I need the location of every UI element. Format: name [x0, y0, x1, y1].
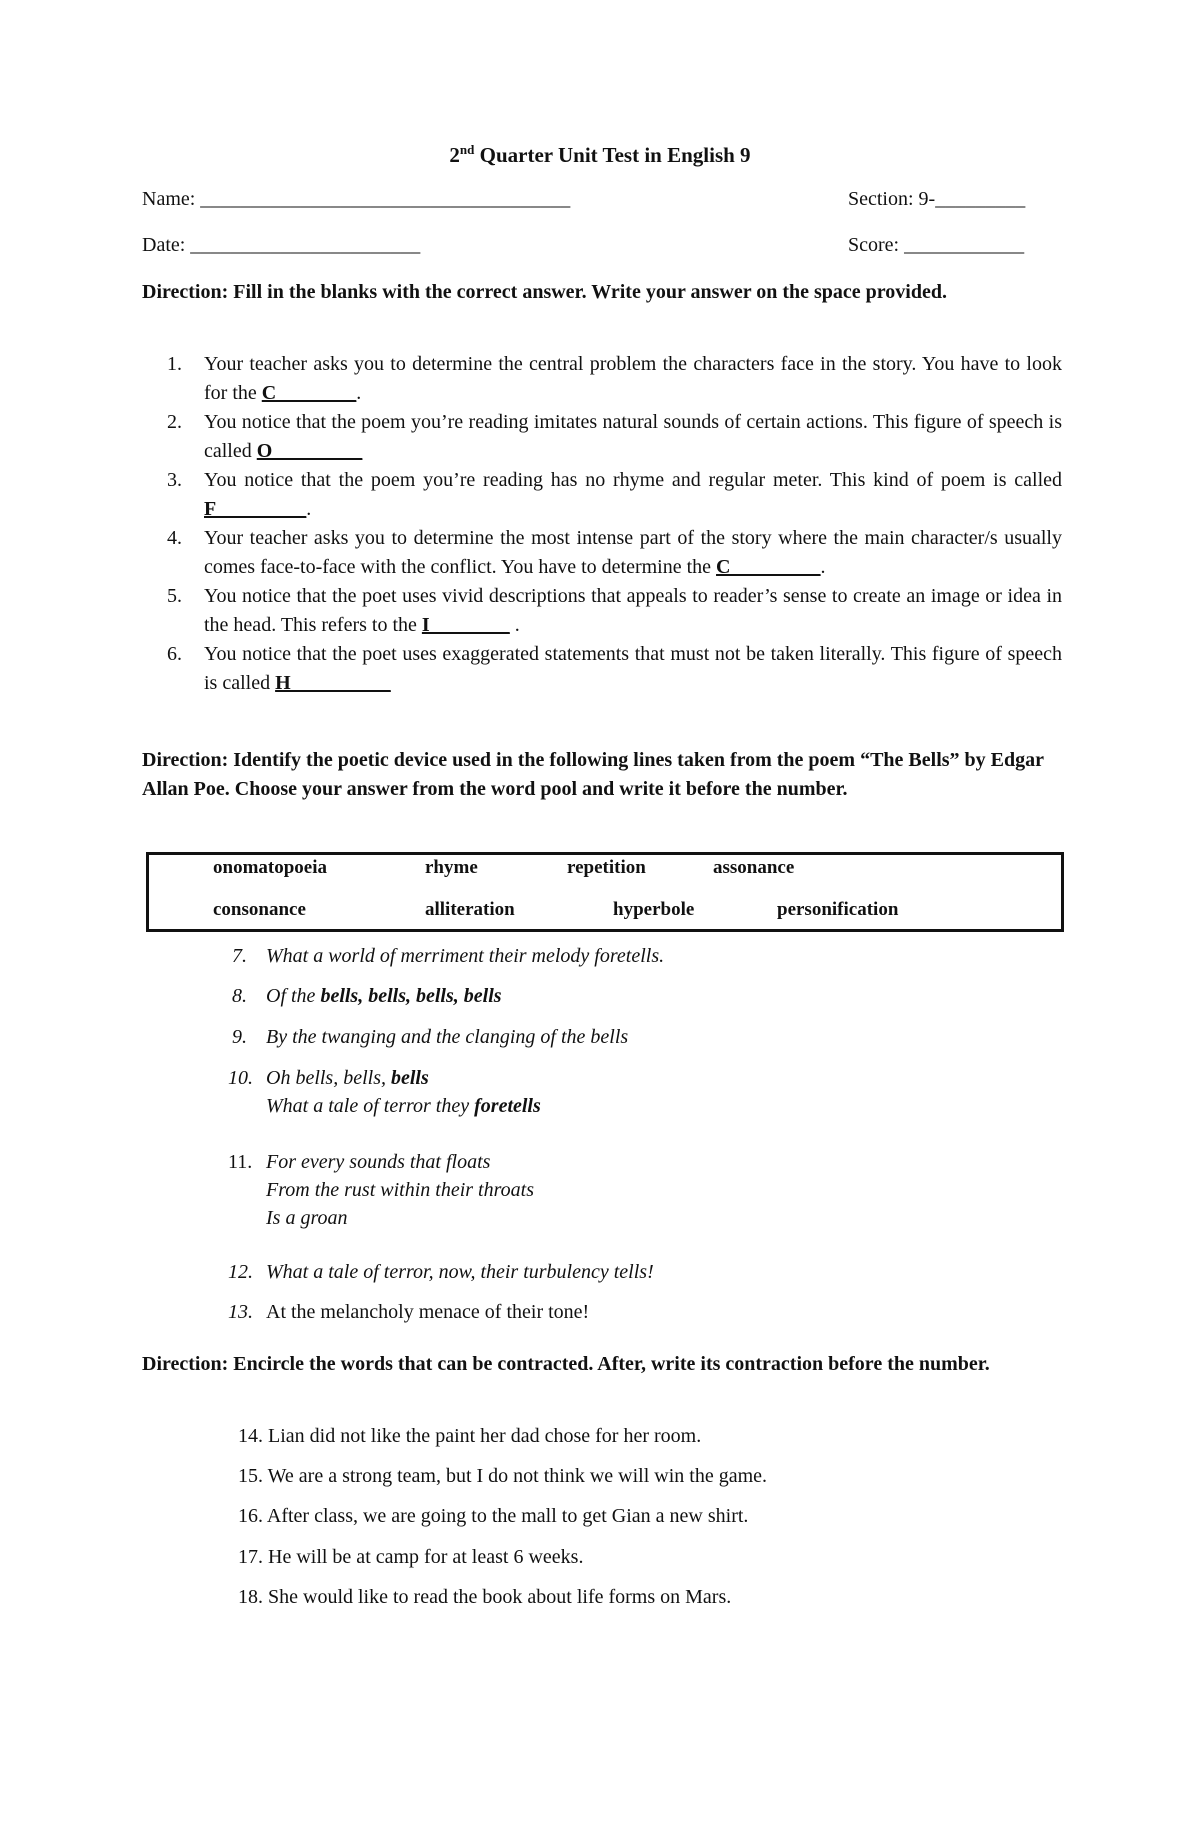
list-item [142, 524, 1062, 582]
word-pool-item: onomatopoeia [213, 857, 327, 878]
item-number: 12. [228, 1261, 253, 1283]
list-item: 18. She would like to read the book about life forms on Mars. [238, 1586, 732, 1608]
title-number: 2 [449, 143, 460, 167]
direction-contraction: Direction: Encircle the words that can be contracted. After, write its contraction before the number. [142, 1353, 990, 1375]
item-text [266, 1148, 534, 1232]
word-pool-item: rhyme [425, 857, 478, 878]
item-text-part: Oh bells, bells, [266, 1067, 391, 1089]
item-number: 5. [167, 585, 182, 607]
answer-blank[interactable]: O_________ [256, 440, 363, 462]
fill-in-list [142, 350, 1062, 698]
word-pool-item: personification [777, 899, 899, 920]
answer-blank[interactable]: F_________ [204, 498, 307, 520]
item-text-bold: foretells [474, 1095, 541, 1117]
item-text: What a tale of terror, now, their turbulency tells! [266, 1261, 654, 1283]
word-pool-item: hyperbole [613, 899, 695, 920]
item-text-end: . [509, 614, 520, 636]
page-title [0, 142, 1200, 168]
item-text-end: . [820, 556, 826, 578]
item-number: 9. [232, 1026, 247, 1048]
title-superscript: nd [459, 142, 475, 157]
item-text: Your teacher asks you to determine the most intense part of the story where the main character/s usually comes face-to-face with the conflict. You have to determine the [204, 527, 1062, 578]
answer-blank[interactable]: I________ [421, 614, 510, 636]
list-item [142, 466, 1062, 524]
direction-poetic-device: Direction: Identify the poetic device used in the following lines taken from the poem “The Bells” by Edgar Allan Poe. Choose your answer from the word pool and write it before the number. [142, 749, 1044, 800]
word-pool-item: assonance [713, 857, 795, 878]
item-number: 8. [232, 985, 247, 1007]
title-text: Quarter Unit Test in English 9 [474, 143, 751, 167]
list-item: 14. Lian did not like the paint her dad chose for her room. [238, 1425, 702, 1447]
item-number: 13. [228, 1301, 253, 1323]
list-item [142, 350, 1062, 408]
section-field[interactable]: Section: 9-_________ [848, 188, 1026, 210]
item-text: You notice that the poet uses exaggerated statements that must not be taken literally. This figure of speech is called [204, 643, 1062, 694]
item-text-end: . [306, 498, 312, 520]
item-number: 1. [167, 353, 182, 375]
item-number: 11. [228, 1151, 253, 1173]
list-item [142, 582, 1062, 640]
item-text: By the twanging and the clanging of the bells [266, 1026, 629, 1048]
item-text: You notice that the poem you’re reading imitates natural sounds of certain actions. This figure of speech is called [204, 411, 1062, 462]
item-text [266, 982, 502, 1010]
item-text-line: For every sounds that floats [266, 1151, 491, 1173]
item-number: 7. [232, 945, 247, 967]
list-item [142, 408, 1062, 466]
name-field[interactable]: Name: _____________________________________ [142, 188, 571, 210]
item-text-part: Of the [266, 985, 321, 1007]
answer-blank[interactable]: C________ [261, 382, 357, 404]
score-field[interactable]: Score: ____________ [848, 234, 1025, 256]
item-number: 2. [167, 411, 182, 433]
direction-fill-in: Direction: Fill in the blanks with the correct answer. Write your answer on the space provided. [142, 281, 947, 303]
item-number: 6. [167, 643, 182, 665]
answer-blank[interactable]: C_________ [716, 556, 821, 578]
list-item: 15. We are a strong team, but I do not think we will win the game. [238, 1465, 768, 1487]
date-field[interactable]: Date: _______________________ [142, 234, 421, 256]
item-text-part: What a tale of terror they [266, 1095, 475, 1117]
answer-blank[interactable]: H__________ [275, 672, 391, 694]
item-text: What a world of merriment their melody foretells. [266, 945, 665, 967]
item-text-bold: bells, bells, bells, bells [320, 985, 502, 1007]
item-text: You notice that the poet uses vivid descriptions that appeals to reader’s sense to create an image or idea in the head. This refers to the [204, 585, 1062, 636]
word-pool-box [146, 852, 1064, 932]
list-item [142, 640, 1062, 698]
word-pool-item: alliteration [425, 899, 515, 920]
item-number: 4. [167, 527, 182, 549]
item-text-bold: bells [391, 1067, 429, 1089]
word-pool-item: consonance [213, 899, 306, 920]
item-text: You notice that the poem you’re reading has no rhyme and regular meter. This kind of poem is called [204, 469, 1062, 491]
item-text: Your teacher asks you to determine the central problem the characters face in the story. You have to look for the [204, 353, 1062, 404]
item-text-line: Is a groan [266, 1207, 348, 1229]
list-item: 16. After class, we are going to the mall to get Gian a new shirt. [238, 1505, 749, 1527]
item-text [266, 1064, 541, 1120]
item-number: 10. [228, 1067, 253, 1089]
item-text: At the melancholy menace of their tone! [266, 1301, 590, 1323]
list-item: 17. He will be at camp for at least 6 weeks. [238, 1546, 584, 1568]
item-text-end: . [356, 382, 362, 404]
word-pool-item: repetition [567, 857, 646, 878]
item-text-line: From the rust within their throats [266, 1179, 534, 1201]
item-number: 3. [167, 469, 182, 491]
